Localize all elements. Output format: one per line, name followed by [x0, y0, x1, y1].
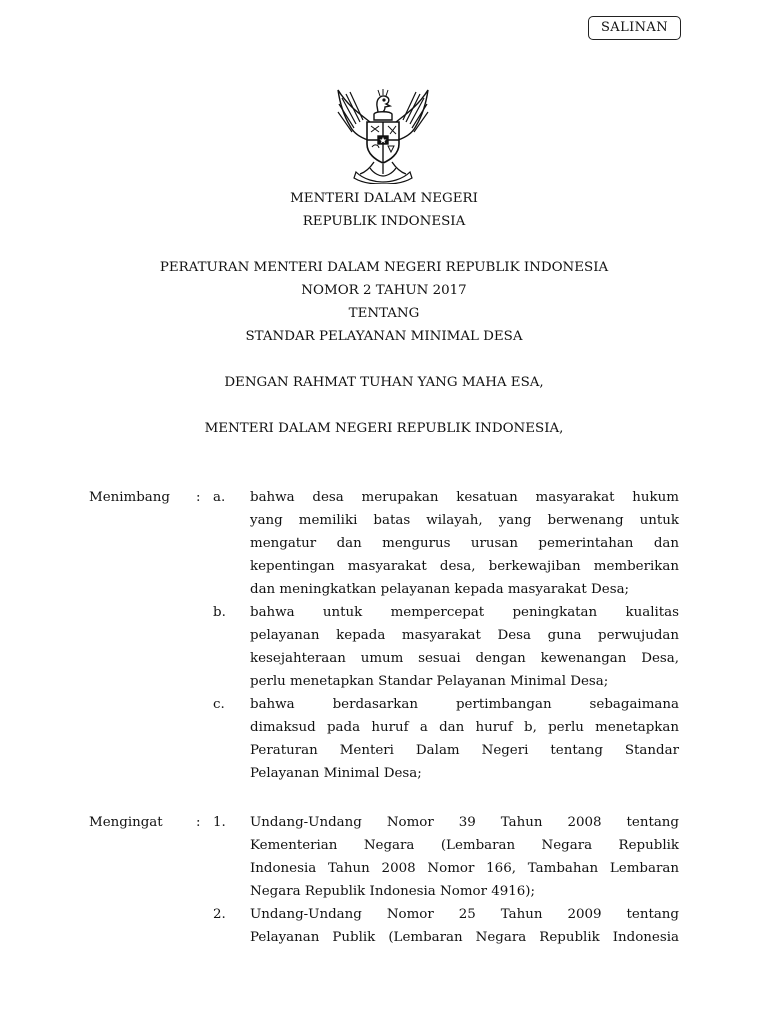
item-line: Peraturan Menteri Dalam Negeri tentang Standar	[250, 743, 679, 758]
item-line: yang memiliki batas wilayah, yang berwenang untuk	[250, 513, 679, 528]
mengingat-label: Mengingat	[89, 815, 163, 830]
header-line-1: MENTERI DALAM NEGERI	[290, 191, 478, 206]
header-line-2: REPUBLIK INDONESIA	[302, 214, 466, 229]
mengingat-marker-2: 2.	[213, 907, 226, 922]
menimbang-marker-b: b.	[213, 605, 226, 620]
mengingat-colon: :	[196, 815, 201, 830]
menimbang-marker-a: a.	[213, 490, 226, 505]
item-line: dan meningkatkan pelayanan kepada masyarakat Desa;	[250, 582, 630, 597]
mengingat-item-2	[250, 903, 679, 949]
item-line: bahwa berdasarkan pertimbangan sebagaimana	[250, 697, 679, 712]
mengingat-item-1	[250, 811, 679, 903]
menimbang-item-c	[250, 693, 679, 785]
item-line: Pelayanan Publik (Lembaran Negara Republik Indonesia	[250, 930, 679, 945]
item-line: dimaksud pada huruf a dan huruf b, perlu menetapkan	[250, 720, 679, 735]
item-line: Kementerian Negara (Lembaran Negara Republik	[250, 838, 679, 853]
item-line: mengatur dan mengurus urusan pemerintahan dan	[250, 536, 679, 551]
mengingat-marker-1: 1.	[213, 815, 226, 830]
regulation-title: PERATURAN MENTERI DALAM NEGERI REPUBLIK INDONESIA	[159, 260, 609, 275]
menimbang-label: Menimbang	[89, 490, 170, 505]
preamble-blessing: DENGAN RAHMAT TUHAN YANG MAHA ESA,	[224, 375, 544, 390]
regulation-subject: STANDAR PELAYANAN MINIMAL DESA	[245, 329, 523, 344]
item-line: Indonesia Tahun 2008 Nomor 166, Tambahan Lembaran	[250, 861, 679, 876]
menimbang-item-b	[250, 601, 679, 693]
item-line: Pelayanan Minimal Desa;	[250, 766, 422, 781]
item-line: perlu menetapkan Standar Pelayanan Minimal Desa;	[250, 674, 609, 689]
item-line: Undang-Undang Nomor 39 Tahun 2008 tentang	[250, 815, 679, 830]
regulation-number: NOMOR 2 TAHUN 2017	[301, 283, 467, 298]
item-line: kepentingan masyarakat desa, berkewajiban memberikan	[250, 559, 679, 574]
regulation-about: TENTANG	[348, 306, 420, 321]
preamble-minister: MENTERI DALAM NEGERI REPUBLIK INDONESIA,	[204, 421, 564, 436]
item-line: Negara Republik Indonesia Nomor 4916);	[250, 884, 536, 899]
item-line: kesejahteraan umum sesuai dengan kewenangan Desa,	[250, 651, 679, 666]
menimbang-marker-c: c.	[213, 697, 225, 712]
item-line: bahwa desa merupakan kesatuan masyarakat hukum	[250, 490, 679, 505]
menimbang-colon: :	[196, 490, 201, 505]
item-line: Undang-Undang Nomor 25 Tahun 2009 tentang	[250, 907, 679, 922]
item-line: pelayanan kepada masyarakat Desa guna perwujudan	[250, 628, 679, 643]
garuda-emblem-icon	[330, 84, 436, 184]
menimbang-item-a	[250, 486, 679, 601]
salinan-stamp: SALINAN	[588, 16, 681, 40]
item-line: bahwa untuk mempercepat peningkatan kualitas	[250, 605, 679, 620]
